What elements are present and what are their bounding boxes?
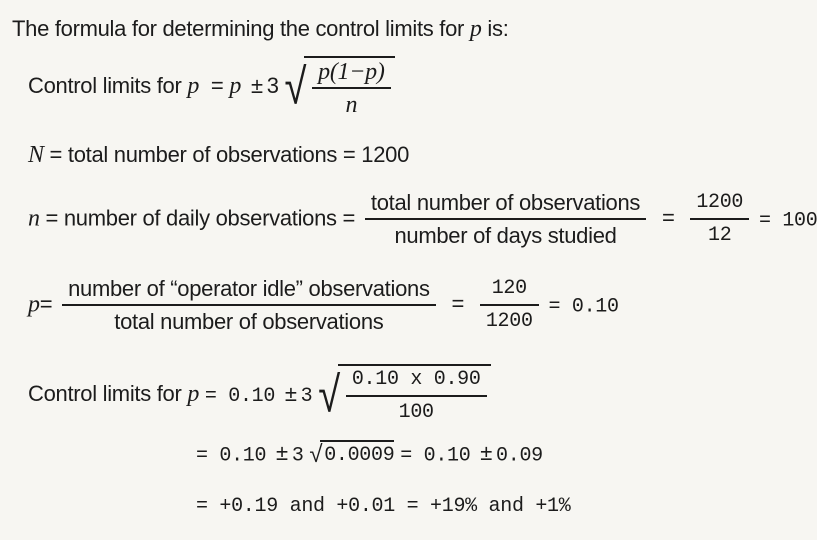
step3-line: = +0.19 and +0.01 = +19% and +1% xyxy=(196,495,571,518)
formula-p: p xyxy=(187,72,200,99)
p-calc-fraction-2 xyxy=(480,276,539,335)
p-calc-line xyxy=(28,276,619,335)
heading-line xyxy=(12,16,509,42)
limits-calc-denominator: 100 xyxy=(398,401,434,424)
heading-prefix: The formula for determining the control limits for xyxy=(12,16,465,41)
n-total-var: N xyxy=(28,142,44,168)
radical-sign-icon: √ xyxy=(284,59,307,115)
formula-label: Control limits for xyxy=(28,72,182,98)
n-daily-numerator: total number of observations xyxy=(365,190,646,220)
limits-calc-p: p xyxy=(187,380,200,407)
n-daily-fraction-2 xyxy=(690,190,749,249)
step2-plus-minus: ± xyxy=(276,440,288,466)
step2-radical xyxy=(309,440,394,469)
limits-calc-pre: = 0.10 xyxy=(204,384,276,408)
n-daily-denominator: number of days studied xyxy=(394,223,617,248)
n-total-text: = total number of observations = 1200 xyxy=(49,142,410,167)
formula-radical xyxy=(284,56,394,118)
p-calc-equals: = xyxy=(39,291,53,317)
limits-calc-three: 3 xyxy=(300,384,313,408)
n-daily-numerator-2: 1200 xyxy=(690,190,749,220)
heading-suffix: is: xyxy=(487,16,509,41)
formula-three: 3 xyxy=(266,72,279,98)
p-calc-result: = 0.10 xyxy=(548,295,619,319)
formula-plus-minus: ± xyxy=(250,72,263,98)
radical-sign-icon: √ xyxy=(309,440,323,468)
step2-plus-minus-2: ± xyxy=(480,440,493,466)
n-total-line xyxy=(28,142,409,168)
formula-denominator: n xyxy=(345,92,358,118)
limits-calc-label: Control limits for xyxy=(28,380,182,406)
formula-line xyxy=(28,56,395,118)
limits-calc-line xyxy=(28,364,491,426)
step2-line xyxy=(196,440,543,469)
formula-p-bar: p xyxy=(229,72,242,99)
step2-post: = 0.10 xyxy=(400,444,471,468)
formula-equals: = xyxy=(210,72,224,98)
p-calc-fraction xyxy=(62,276,436,335)
step2-three: 3 xyxy=(291,444,304,468)
n-daily-line xyxy=(28,190,817,249)
radical-sign-icon: √ xyxy=(318,367,340,423)
limits-calc-plus-minus: ± xyxy=(284,380,297,406)
n-daily-equals: = xyxy=(661,205,675,231)
n-daily-fraction xyxy=(365,190,646,249)
limits-calc-radical xyxy=(318,364,490,426)
step2-pre: = 0.10 xyxy=(196,444,267,468)
p-calc-denominator: total number of observations xyxy=(114,309,384,334)
n-daily-denominator-2: 12 xyxy=(708,224,732,247)
p-calc-equals-2: = xyxy=(451,291,465,317)
p-calc-numerator-2: 120 xyxy=(480,276,539,306)
step2-tail: 0.09 xyxy=(496,444,543,468)
formula-fraction xyxy=(312,59,390,118)
step2-root: 0.0009 xyxy=(320,440,394,469)
n-daily-label: = number of daily observations = xyxy=(45,205,356,231)
limits-calc-fraction xyxy=(346,367,487,426)
heading-var: p xyxy=(469,16,482,42)
formula-numerator: p(1−p) xyxy=(312,59,390,89)
p-calc-denominator-2: 1200 xyxy=(485,310,533,333)
limits-calc-numerator: 0.10 x 0.90 xyxy=(346,367,487,397)
n-daily-result: = 100 xyxy=(758,209,817,233)
n-daily-var: n xyxy=(28,205,40,232)
p-calc-var: p xyxy=(28,291,40,318)
p-calc-numerator: number of “operator idle” observations xyxy=(62,276,436,306)
